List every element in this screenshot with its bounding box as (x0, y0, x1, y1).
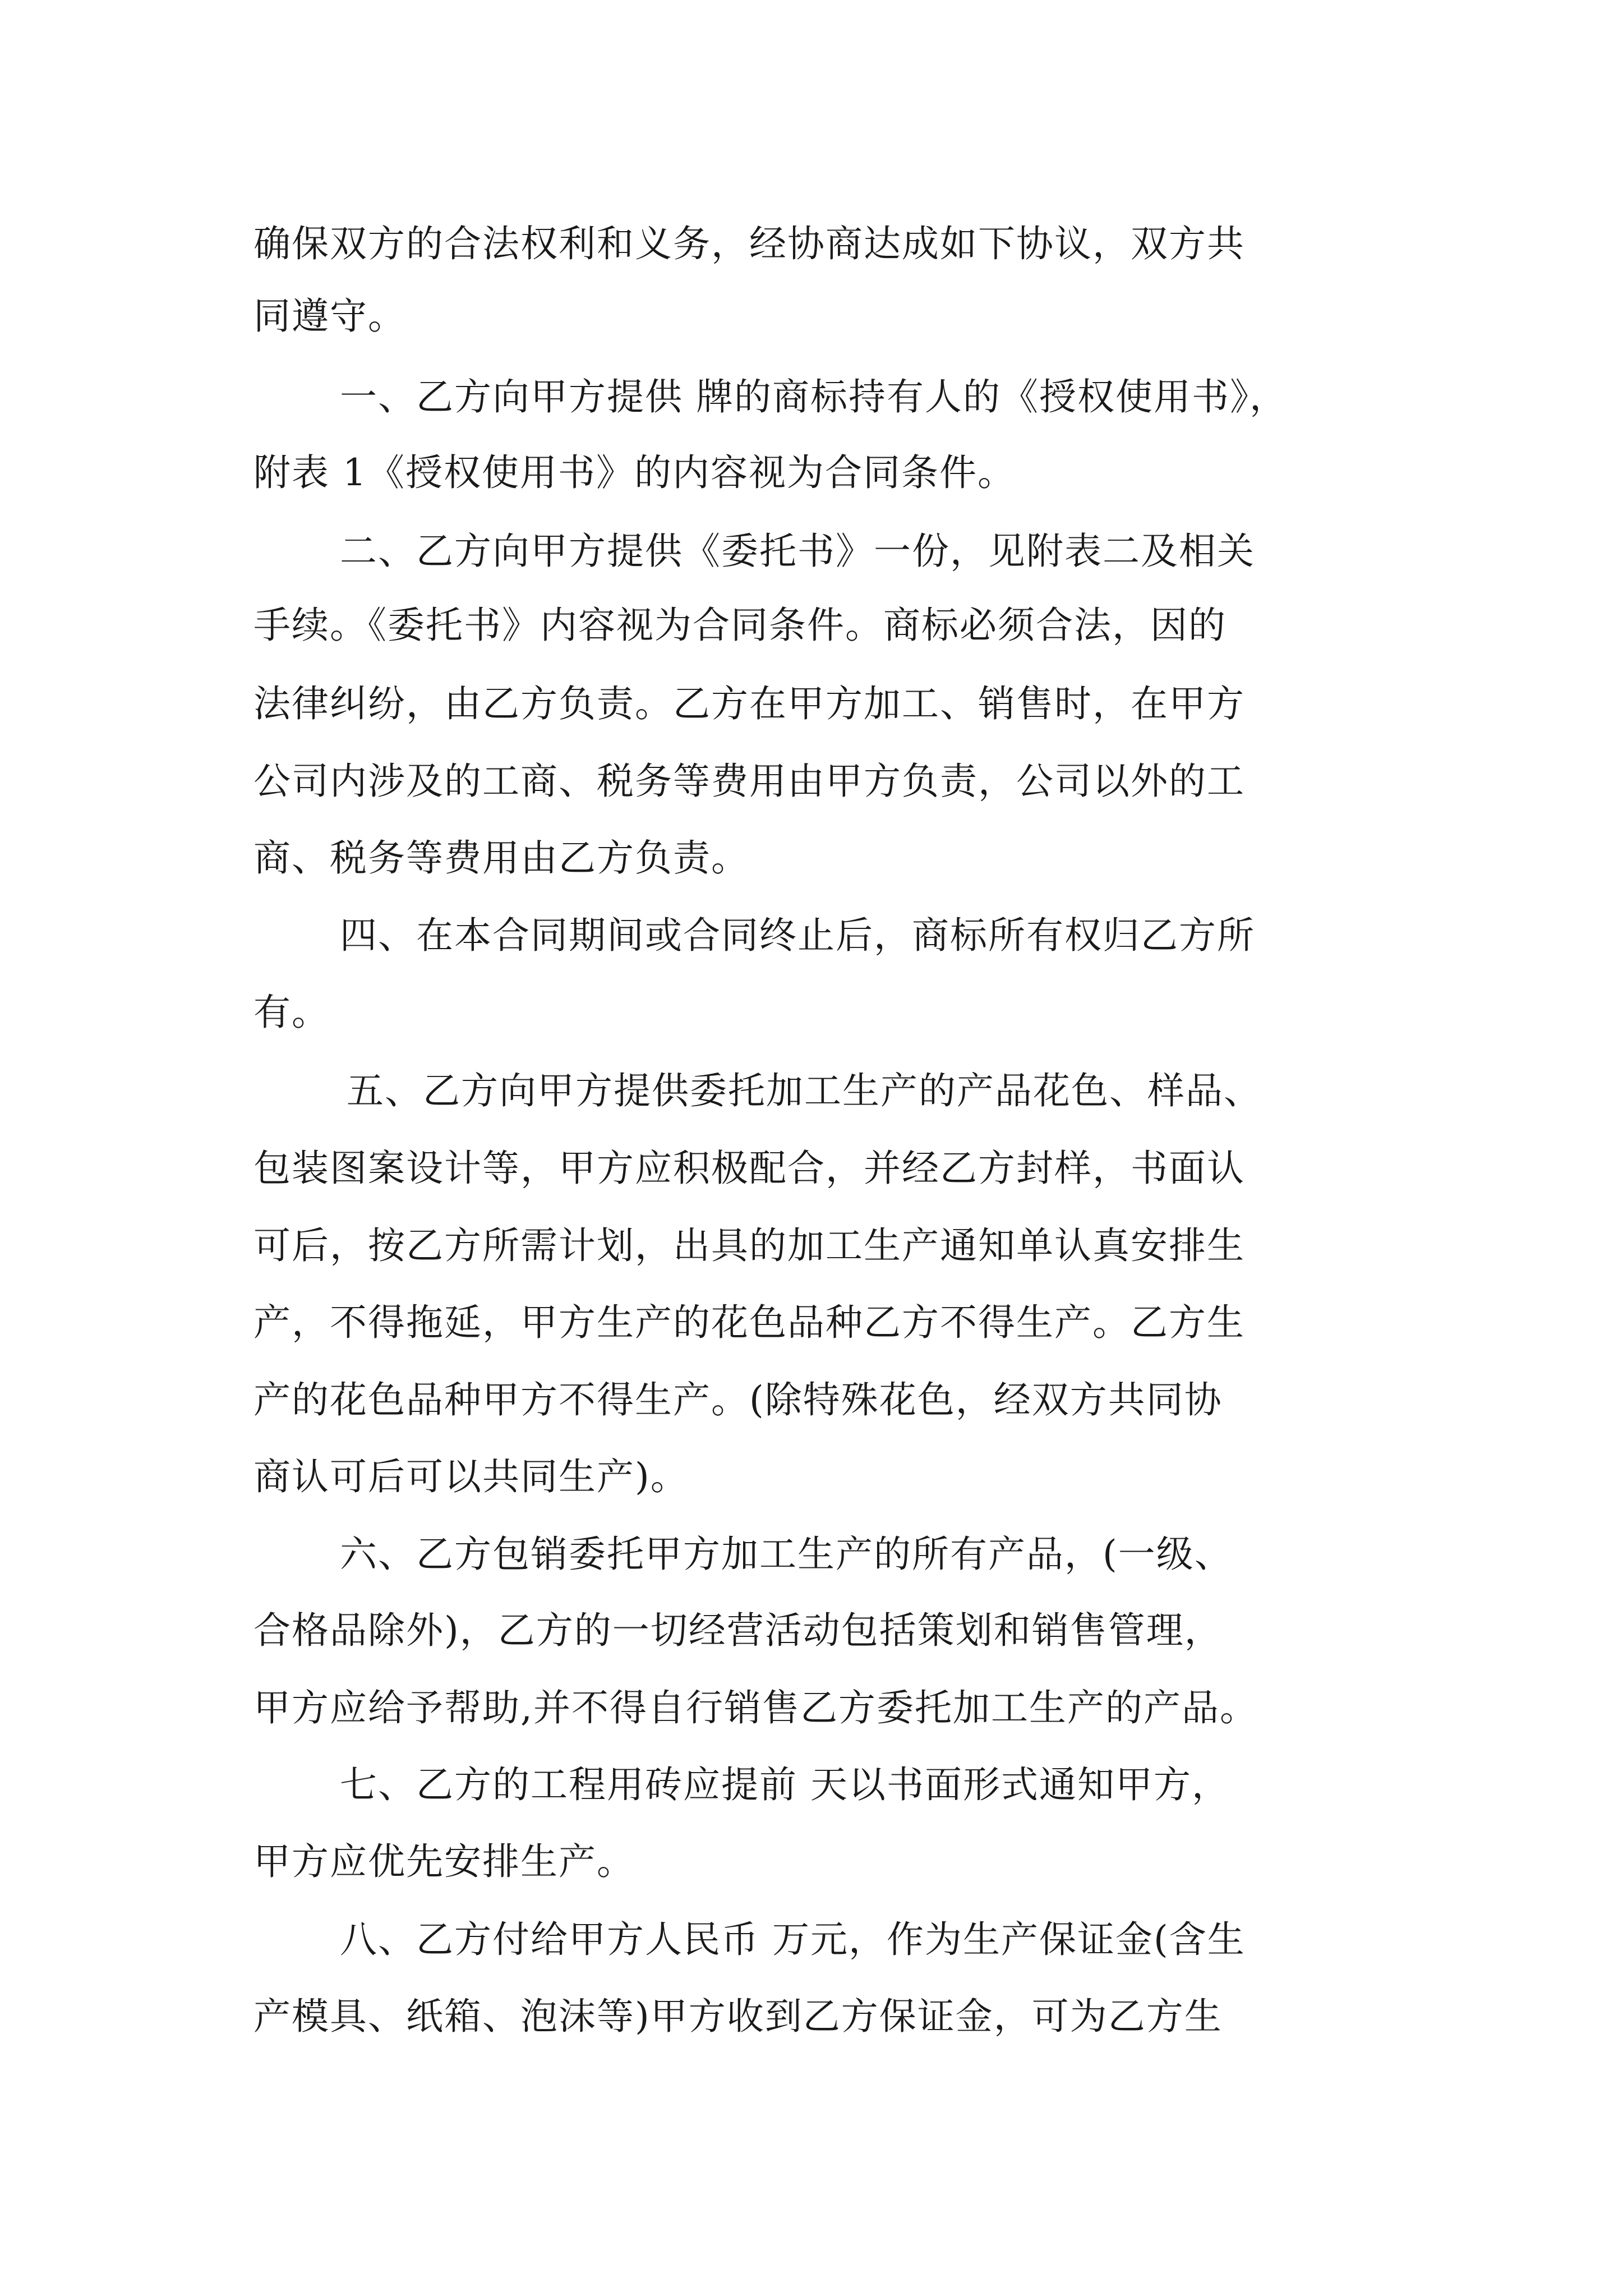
clause-5-line: 产的花色品种甲方不得生产。(除特殊花色，经双方共同协 (253, 1378, 1223, 1421)
clause-8-line: 产模具、纸箱、泡沫等)甲方收到乙方保证金，可为乙方生 (253, 1995, 1223, 2038)
clause-6-line: 合格品除外)，乙方的一切经营活动包括策划和销售管理， (253, 1609, 1223, 1652)
clause-6-line: 六、乙方包销委托甲方加工生产的所有产品，(一级、 (340, 1533, 1233, 1576)
clause-1-line: 一、乙方向甲方提供 牌的商标持有人的《授权使用书》， (340, 375, 1288, 418)
body-text-line: 确保双方的合法权利和义务，经协商达成如下协议，双方共 (253, 222, 1245, 265)
clause-2-line: 法律纠纷，由乙方负责。乙方在甲方加工、销售时，在甲方 (253, 682, 1245, 725)
clause-2-line: 二、乙方向甲方提供《委托书》一份，见附表二及相关 (340, 530, 1255, 573)
clause-2-line: 手续。《委托书》内容视为合同条件。商标必须合法，因的 (253, 604, 1227, 647)
clause-5-line: 五、乙方向甲方提供委托加工生产的产品花色、样品、 (347, 1069, 1262, 1112)
clause-5-line: 包装图案设计等，甲方应积极配合，并经乙方封样，书面认 (253, 1147, 1245, 1190)
clause-8-line: 八、乙方付给甲方人民币 万元，作为生产保证金(含生 (340, 1918, 1246, 1961)
clause-4-line: 四、在本合同期间或合同终止后，商标所有权归乙方所 (340, 914, 1255, 957)
clause-7-line: 甲方应优先安排生产。 (253, 1840, 635, 1883)
clause-4-line: 有。 (253, 991, 330, 1034)
clause-7-line: 七、乙方的工程用砖应提前 天以书面形式通知甲方， (340, 1763, 1230, 1806)
clause-1-line: 附表 1《授权使用书》的内容视为合同条件。 (253, 451, 1016, 494)
clause-2-line: 商、税务等费用由乙方负责。 (253, 836, 749, 880)
clause-6-line: 甲方应给予帮助,并不得自行销售乙方委托加工生产的产品。 (253, 1686, 1258, 1729)
clause-5-line: 可后，按乙方所需计划，出具的加工生产通知单认真安排生 (253, 1224, 1245, 1267)
clause-5-line: 商认可后可以共同生产)。 (253, 1455, 689, 1498)
body-text-line: 同遵守。 (253, 295, 406, 338)
clause-2-line: 公司内涉及的工商、税务等费用由甲方负责，公司以外的工 (253, 760, 1245, 803)
clause-5-line: 产，不得拖延，甲方生产的花色品种乙方不得生产。乙方生 (253, 1301, 1245, 1344)
